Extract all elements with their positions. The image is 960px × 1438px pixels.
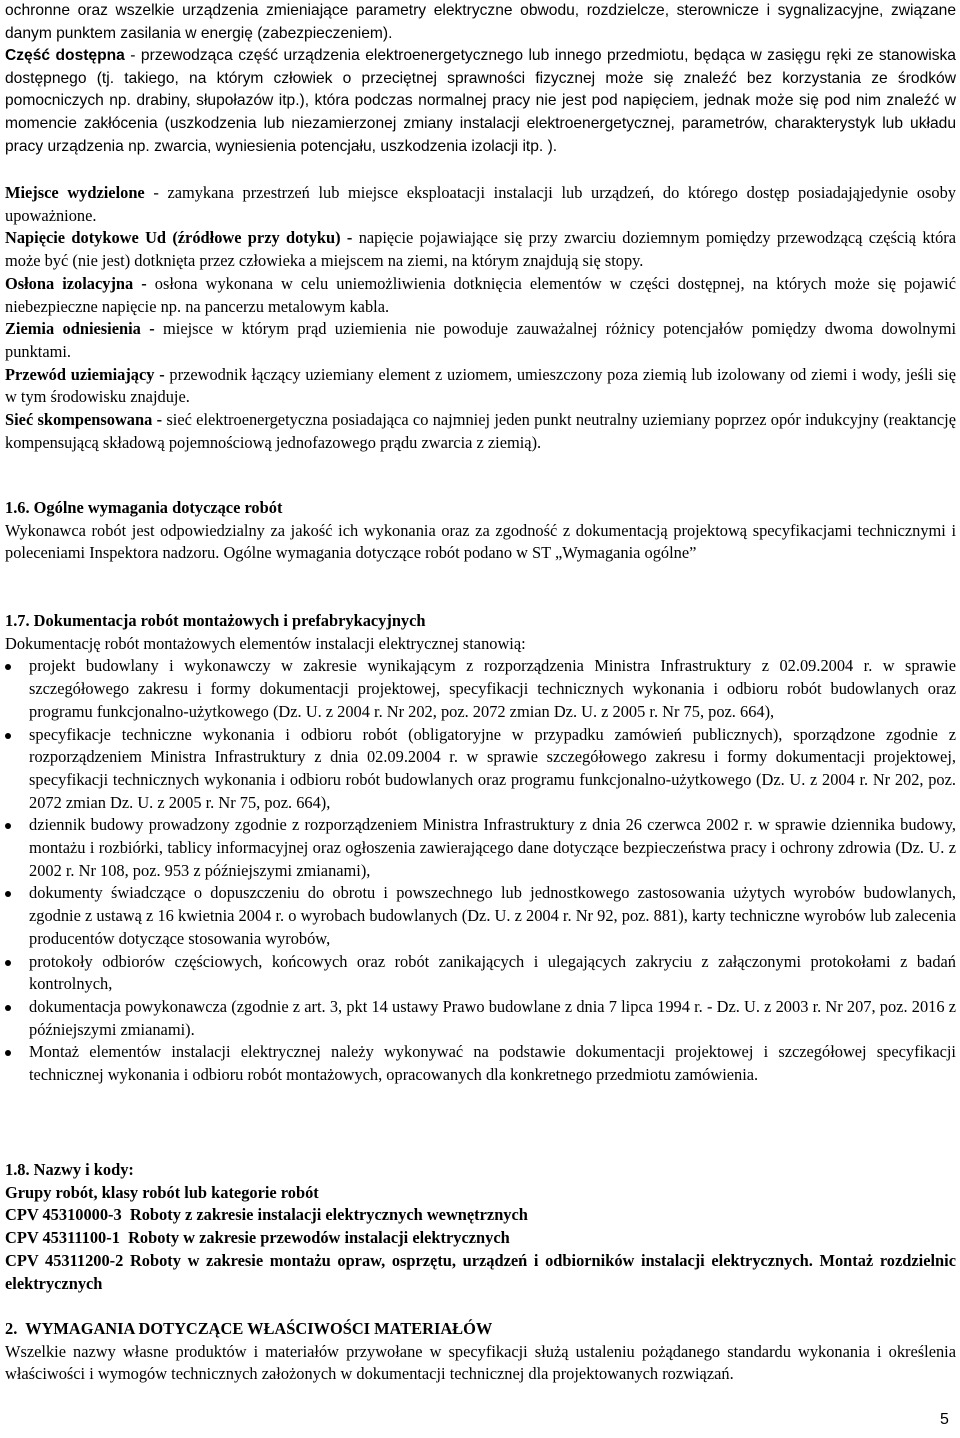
cpv-code-line [5, 1250, 956, 1295]
list-item: protokoły odbiorów częściowych, końcowych oraz robót zanikających i ulegających zakryciu z załączonymi protokołami z badań kontrolnych, [5, 951, 956, 996]
definitions-list [5, 182, 956, 454]
definition-text: napięcie pojawiające się przy zwarciu doziemnym pomiędzy przewodzącą częścią która może być (nie jest) dotknięta przez człowieka a miejscem na ziemi, na którym znajdują się stopy. [5, 228, 956, 271]
cpv-code-text: CPV 45311200-2 Roboty w zakresie montażu opraw, osprzętu, urządzeń i odbiorników instalacji elektrycznych. Montaż rozdzielnic elektrycznych [5, 1250, 956, 1293]
definition-item [5, 273, 956, 318]
intro-paragraph: ochronne oraz wszelkie urządzenia zmieniające parametry elektryczne obwodu, rozdzielcze, sterownicze i sygnalizacyjne, związane danym punktem zasilania w energię (zabezpieczeniem). [5, 2, 956, 42]
page-number: 5 [940, 1411, 949, 1428]
cpv-code-line [5, 1204, 956, 1227]
section-1-7 [5, 610, 956, 1087]
section-1-6 [5, 497, 956, 565]
section-body: Wykonawca robót jest odpowiedzialny za jakość ich wykonania oraz za zgodność z dokumentacją projektową specyfikacjami technicznymi i poleceniami Inspektora nadzoru. Ogólne wymagania dotyczące robót podano w ST „Wymagania ogólne” [5, 520, 956, 563]
section-heading [5, 1159, 956, 1182]
cpv-code-text: CPV 45310000-3 Roboty z zakresie instalacji elektrycznych wewnętrznych [5, 1205, 528, 1225]
definition-term: Ziemia odniesienia - [5, 319, 155, 339]
section-1-8 [5, 1159, 956, 1295]
section-body: Wszelkie nazwy własne produktów i materiałów przywołane w specyfikacji służą ustaleniu pożądanego standardu wykonania i określenia właściwości i wymogów technicznych założonych w dokumentacji technicznej dla projektowanych rozwiązań. [5, 1341, 956, 1384]
definition-item [5, 182, 956, 227]
section-heading [5, 610, 956, 633]
definition-item [5, 318, 956, 363]
definition-text: sieć elektroenergetyczna posiadająca co najmniej jeden punkt neutralny uziemiany poprzez opór indukcyjny (reaktancję kompensującą składową pojemnościową jednofazowego prądu zwarcia z ziemią). [5, 410, 957, 452]
section-heading [5, 1318, 956, 1341]
definition-term: Sieć skompensowana - [5, 410, 163, 430]
definition-term: Część dostępna [5, 47, 125, 65]
section-heading-text: 1.8. Nazwy i kody: [5, 1160, 134, 1179]
section-subheading [5, 1182, 956, 1205]
definition-term: Osłona izolacyjna - [5, 273, 147, 293]
list-item: Montaż elementów instalacji elektrycznej należy wykonywać na podstawie dokumentacji projektowej i szczegółowej specyfikacji technicznej wykonania i odbioru robót montażowych, opracowanych dla konkretnego przedmiotu zamówienia. [5, 1041, 956, 1086]
section-heading [5, 497, 956, 520]
list-item: dokumentacja powykonawcza (zgodnie z art. 3, pkt 14 ustawy Prawo budowlane z dnia 7 lipca 1994 r. - Dz. U. z 2003 r. Nr 207, poz. 2016 z późniejszymi zmianami). [5, 996, 956, 1041]
list-item: specyfikacje techniczne wykonania i odbioru robót (obligatoryjne w przypadku zamówień publicznych), sporządzone zgodnie z rozporządzeniem Ministra Infrastruktury z dnia 02.09.2004 r. w sprawie szczegółowego zakresu i formy dokumentacji projektowej, specyfikacji technicznych wykonania i odbioru robót budowlanych oraz programu funkcjonalno-użytkowego (Dz. U. z 2004 r. Nr 202, poz. 2072 zmian Dz. U. z 2005 r. Nr 75, poz. 664), [5, 724, 956, 815]
definition-text: - zamykana przestrzeń lub miejsce eksploatacji instalacji lub urządzeń, do którego dostęp posiadająjedynie osoby upoważnione. [5, 183, 956, 225]
cpv-code-text: CPV 45311100-1 Roboty w zakresie przewodów instalacji elektrycznych [5, 1228, 510, 1248]
definition-text: - przewodząca część urządzenia elektroenergetycznego lub innego przedmiotu, będąca w zasięgu ręki ze stanowiska dostępnego (tj. takiego, na którym człowiek o przeciętnej sprawności fizycznej może się znaleźć bez korzystania ze środków pomocniczych np. drabiny, słupołazów itp.), która podczas normalnej pracy nie jest pod napięciem, jednak może się pod nim znaleźć w momencie zakłócenia (uszkodzenia lub niezamierzonej zmiany instalacji elektroenergetycznej, parametrów, charakterystyk lub układu pracy urządzenia np. zwarcia, wyniesienia potencjału, uszkodzenia izolacji itp. ). [5, 47, 956, 155]
section-heading-text: 2. WYMAGANIA DOTYCZĄCE WŁAŚCIWOŚCI MATERIAŁÓW [5, 1319, 493, 1338]
cpv-code-line [5, 1227, 956, 1250]
section-heading-text: 1.7. Dokumentacja robót montażowych i prefabrykacyjnych [5, 611, 426, 630]
definition-item [5, 227, 956, 272]
section-subheading-text: Grupy robót, klasy robót lub kategorie robót [5, 1182, 319, 1202]
definition-term: Napięcie dotykowe Ud (źródłowe przy dotyku) - [5, 228, 353, 248]
definition-text: przewodnik łączący uziemiany element z uziomem, umieszczony poza ziemią lub izolowany od ziemi i wody, jeśli się w tym środowisku znajduje. [5, 364, 956, 407]
list-item: projekt budowlany i wykonawczy w zakresie wynikającym z rozporządzenia Ministra Infrastruktury z 02.09.2004 r. w sprawie szczegółowego zakresu i formy dokumentacji projektowej, specyfikacji technicznych wykonania i odbioru robót budowlanych oraz programu funkcjonalno-użytkowego (Dz. U. z 2004 r. Nr 202, poz. 2072 zmian Dz. U. z 2005 r. Nr 75, poz. 664), [5, 655, 956, 723]
list-item: dokumenty świadczące o dopuszczeniu do obrotu i powszechnego lub jednostkowego zastosowania użytych wyrobów budowlanych, zgodnie z ustawą z 16 kwietnia 2004 r. o wyrobach budowlanych (Dz. U. z 2004 r. Nr 92, poz. 881), karty techniczne wyrobów lub zalecenia producentów dotyczące stosowania wyrobów, [5, 882, 956, 950]
definition-item [5, 364, 956, 409]
definition-text: osłona wykonana w celu uniemożliwienia dotknięcia elementów w części dostępnej, na których może się pojawić niebezpieczne napięcie np. na pancerzu metalowym kabla. [5, 273, 956, 316]
section-intro: Dokumentację robót montażowych elementów instalacji elektrycznej stanowią: [5, 633, 526, 653]
definition-czesc-dostepna [5, 45, 956, 158]
definition-term: Miejsce wydzielone [5, 183, 145, 202]
definition-text: miejsce w którym prąd uziemienia nie powoduje zauważalnej różnicy potencjałów pomiędzy dwoma dowolnymi punktami. [5, 319, 957, 361]
intro-block [5, 0, 956, 158]
list-item: dziennik budowy prowadzony zgodnie z rozporządzeniem Ministra Infrastruktury z dnia 26 czerwca 2002 r. w sprawie dziennika budowy, montażu i rozbiórki, tablicy informacyjnej oraz ogłoszenia zawierającego dane dotyczące bezpieczeństwa pracy i ochrony zdrowia (Dz. U. z 2002 r. Nr 108, poz. 953 z późniejszymi zmianami), [5, 814, 956, 882]
section-heading-text: 1.6. Ogólne wymagania dotyczące robót [5, 498, 283, 517]
definition-term: Przewód uziemiający - [5, 364, 165, 384]
section-2 [5, 1318, 956, 1386]
documentation-list [5, 655, 956, 1086]
definition-item [5, 409, 956, 454]
